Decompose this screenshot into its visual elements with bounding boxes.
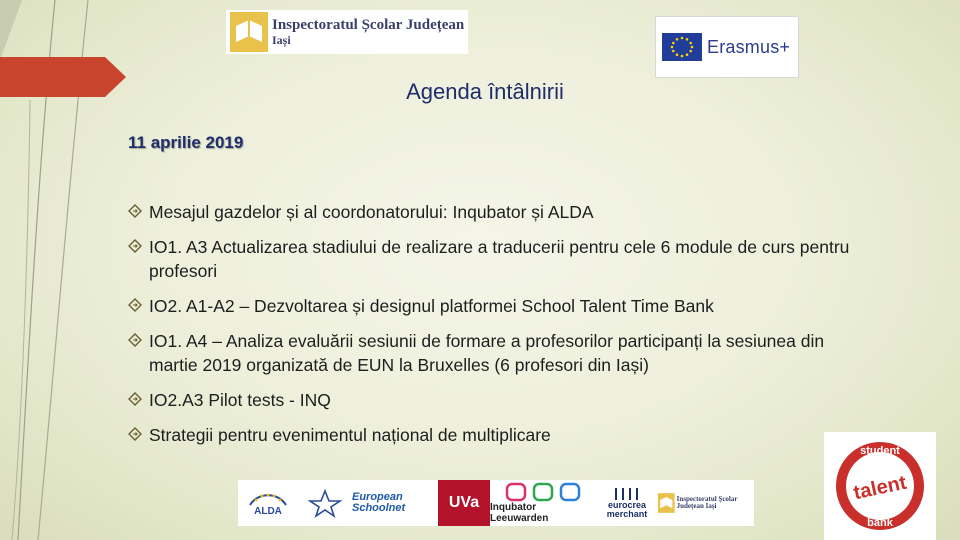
talent-logo-bottom: bank (867, 517, 893, 529)
agenda-list (130, 200, 850, 447)
book-icon (658, 490, 675, 516)
isj-small-logo-text: Inspectoratul Școlar Județean Iași (676, 494, 738, 510)
book-icon (230, 12, 268, 52)
agenda-item-text: Strategii pentru evenimentul național de multiplicare (149, 425, 551, 445)
agenda-item (130, 294, 850, 318)
isj-logo (226, 10, 468, 54)
inqubator-logo (490, 480, 596, 526)
eu-flag-icon (662, 33, 702, 61)
slide-date: 11 aprilie 2019 (128, 133, 244, 152)
talent-logo-top: student (860, 445, 900, 457)
isj-logo-title: Inspectoratul Școlar Județean (272, 16, 465, 33)
talent-badge-icon (824, 432, 936, 540)
star-figure-icon (305, 488, 345, 518)
isj-small-logo (658, 480, 754, 526)
agenda-item (130, 200, 850, 224)
agenda-item (130, 235, 850, 283)
uva-logo (438, 480, 490, 526)
diamond-bullet-icon (128, 298, 142, 312)
erasmus-logo-text: Erasmus+ (707, 36, 791, 57)
agenda-item (130, 388, 850, 412)
diamond-bullet-icon (128, 239, 142, 253)
agenda-item (130, 329, 850, 377)
alda-logo (238, 480, 298, 526)
partner-logos (238, 480, 754, 526)
inqubator-logo-text: Inqubator Leeuwarden (490, 502, 549, 524)
diamond-bullet-icon (128, 427, 142, 441)
diamond-bullet-icon (128, 392, 142, 406)
diamond-bullet-icon (128, 204, 142, 218)
alda-logo-text: ALDA (254, 505, 282, 517)
alda-mark-icon (248, 490, 288, 506)
uva-logo-text: UVa (448, 494, 480, 511)
erasmus-logo (655, 16, 799, 78)
agenda-item-text: IO2.A3 Pilot tests - INQ (149, 390, 331, 410)
eurocrea-logo (596, 480, 658, 526)
eurocrea-logo-text: eurocrea merchant (606, 500, 648, 519)
isj-logo-city: Iași (272, 32, 291, 47)
eurocrea-mark-icon (612, 487, 642, 501)
student-talent-bank-logo (824, 432, 936, 540)
agenda-item-text: IO2. A1-A2 – Dezvoltarea și designul platformei School Talent Time Bank (149, 296, 714, 316)
agenda-item-text: IO1. A4 – Analiza evaluării sesiunii de formare a profesorilor participanți la sesiunea din martie 2019 organizată de EUN la Bruxelles (6 profesori din Iași) (149, 331, 825, 375)
inqubator-mark-icon (503, 482, 583, 502)
diamond-bullet-icon (128, 333, 142, 347)
agenda-item-text: IO1. A3 Actualizarea stadiului de realizare a traducerii pentru cele 6 module de curs pentru profesori (149, 237, 850, 281)
talent-logo-middle: talent (851, 471, 909, 505)
slide-title: Agenda întâlnirii (406, 79, 564, 104)
platon-logo (298, 480, 352, 526)
eun-logo-text: European Schoolnet (352, 491, 406, 514)
agenda-item (130, 423, 850, 447)
agenda-item-text: Mesajul gazdelor și al coordonatorului: Inqubator și ALDA (149, 202, 594, 222)
european-schoolnet-logo (352, 480, 438, 526)
